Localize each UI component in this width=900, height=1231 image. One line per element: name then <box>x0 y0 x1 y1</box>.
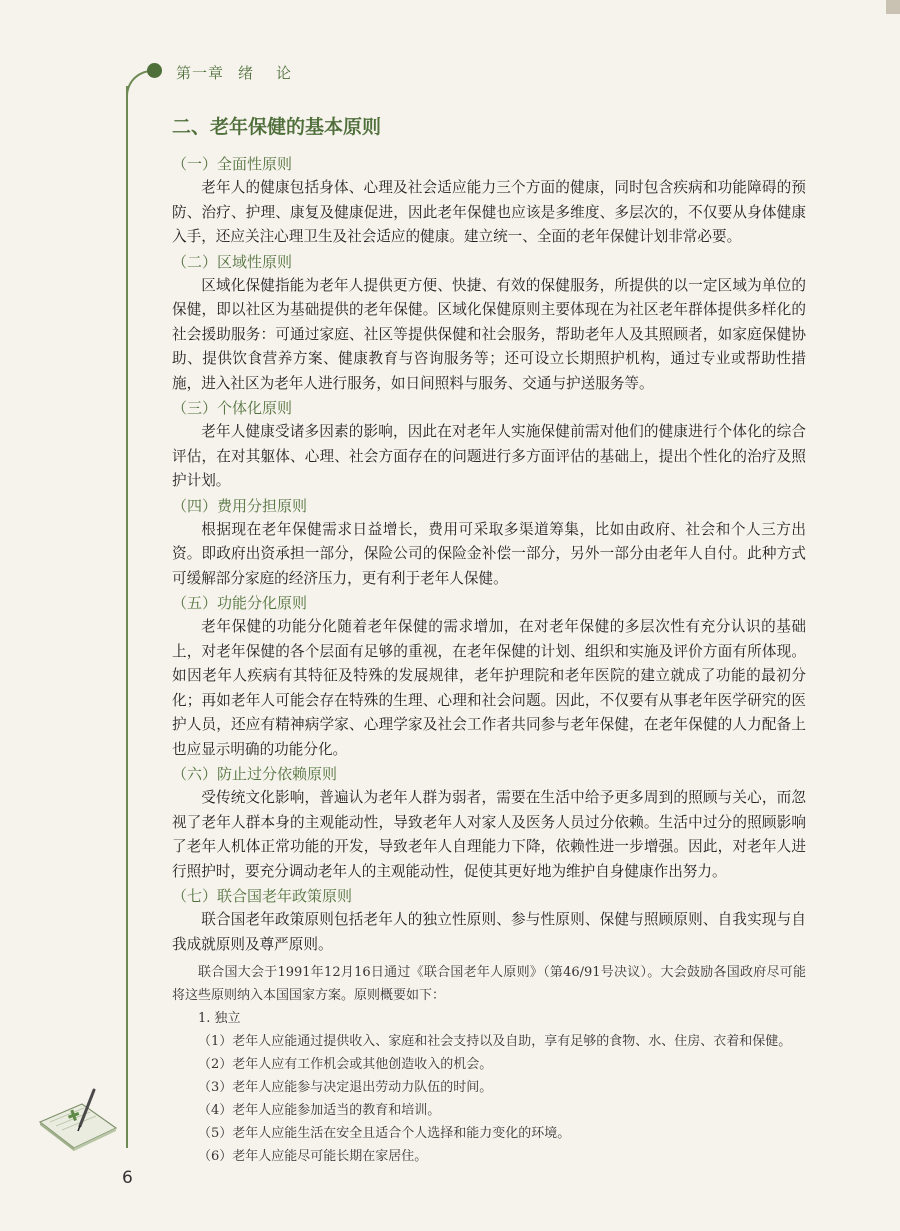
paragraph: 老年人的健康包括身体、心理及社会适应能力三个方面的健康，同时包含疾病和功能障碍的预防、治疗、护理、康复及健康促进，因此老年保健也应该是多维度、多层次的，不仅要从身体健康入手，还应关注心理卫生及社会适应的健康。建立统一、全面的老年保健计划非常必要。 <box>172 179 806 245</box>
chapter-dot-icon <box>147 63 162 78</box>
subsection-heading: （五）功能分化原则 <box>172 594 308 612</box>
corner-mark <box>886 0 900 14</box>
section-title: 二、老年保健的基本原则 <box>172 116 382 138</box>
subsection-heading: （三）个体化原则 <box>172 399 293 417</box>
paragraph: 老年保健的功能分化随着老年保健的需求增加，在对老年保健的多层次性有充分认识的基础上，对老年保健的各个层面有足够的重视，在老年保健的计划、组织和实施及评价方面有所体现。如因老年人疾病有其特征及特殊的发展规律，老年护理院和老年医院的建立就成了功能的最初分化；再如老年人可能会存在特殊的生理、心理和社会问题。因此，不仅要有从事老年医学研究的医护人员，还应有精神病学家、心理学家及社会工作者共同参与老年保健，在老年保健的人力配备上也应显示明确的功能分化。 <box>172 618 806 758</box>
paragraph: 受传统文化影响，普遍认为老年人群为弱者，需要在生活中给予更多周到的照顾与关心，而忽视了老年人群本身的主观能动性，导致老年人对家人及医务人员过分依赖。生活中过分的照顾影响了老年人机体正常功能的开发，导致老年人自理能力下降，依赖性进一步增强。因此，对老年人进行照护时，要充分调动老年人的主观能动性，促使其更好地为维护自身健康作出努力。 <box>172 789 806 880</box>
chapter-number: 第一章 <box>176 64 225 82</box>
paragraph: 区域化保健指能为老年人提供更方便、快捷、有效的保健服务，所提供的以一定区域为单位的保健，即以社区为基础提供的老年保健。区域化保健原则主要体现在为社区老年群体提供多样化的社会援助服务：可通过家庭、社区等提供保健和社会服务，帮助老年人及其照顾者，如家庭保健协助、提供饮食营养方案、健康教育与咨询服务等；还可设立长期照护机构，通过专业或帮助性措施，进入社区为老年人进行服务，如日间照料与服务、交通与护送服务等。 <box>172 276 806 392</box>
subsection-heading: （七）联合国老年政策原则 <box>172 887 353 905</box>
paragraph: 根据现在老年保健需求日益增长，费用可采取多渠道筹集，比如由政府、社会和个人三方出资。即政府出资承担一部分，保险公司的保险金补偿一部分，另外一部分由老年人自付。此种方式可缓解部分家庭的经济压力，更有利于老年人保健。 <box>172 520 806 587</box>
list-item: （1）老年人应能通过提供收入、家庭和社会支持以及自助，享有足够的食物、水、住房、衣着和保健。 <box>198 1034 792 1049</box>
page-content <box>172 112 806 1168</box>
margin-rule <box>126 86 128 1148</box>
un-resolution-note: 联合国大会于1991年12月16日通过《联合国老年人原则》（第46/91号决议）。大会鼓励各国政府尽可能将这些原则纳入本国国家方案。原则概要如下： <box>172 965 806 1003</box>
subsection-heading: （二）区域性原则 <box>172 252 293 271</box>
notebook-pen-icon <box>36 1088 120 1152</box>
paragraph: 老年人健康受诸多因素的影响，因此在对老年人实施保健前需对他们的健康进行个体化的综合评估，在对其躯体、心理、社会方面存在的问题进行多方面评估的基础上，提出个性化的治疗及照护计划。 <box>172 423 806 489</box>
list-heading: 1. 独立 <box>198 1011 241 1026</box>
paragraph: 联合国老年政策原则包括老年人的独立性原则、参与性原则、保健与照顾原则、自我实现与自我成就原则及尊严原则。 <box>172 911 806 953</box>
list-item: （4）老年人应能参加适当的教育和培训。 <box>198 1103 441 1118</box>
running-header <box>176 62 292 83</box>
chapter-title-char-2: 论 <box>276 64 293 82</box>
list-item: （3）老年人应能参与决定退出劳动力队伍的时间。 <box>198 1080 493 1095</box>
subsection-heading: （一）全面性原则 <box>172 155 293 173</box>
subsection-heading: （四）费用分担原则 <box>172 496 308 515</box>
list-item: （6）老年人应能尽可能长期在家居住。 <box>198 1149 428 1164</box>
chapter-title-char-1: 绪 <box>238 64 255 82</box>
list-item: （2）老年人应有工作机会或其他创造收入的机会。 <box>198 1057 493 1072</box>
subsection-heading: （六）防止过分依赖原则 <box>172 765 338 783</box>
list-item: （5）老年人应能生活在安全且适合个人选择和能力变化的环境。 <box>198 1126 571 1141</box>
page-number: 6 <box>122 1168 133 1188</box>
